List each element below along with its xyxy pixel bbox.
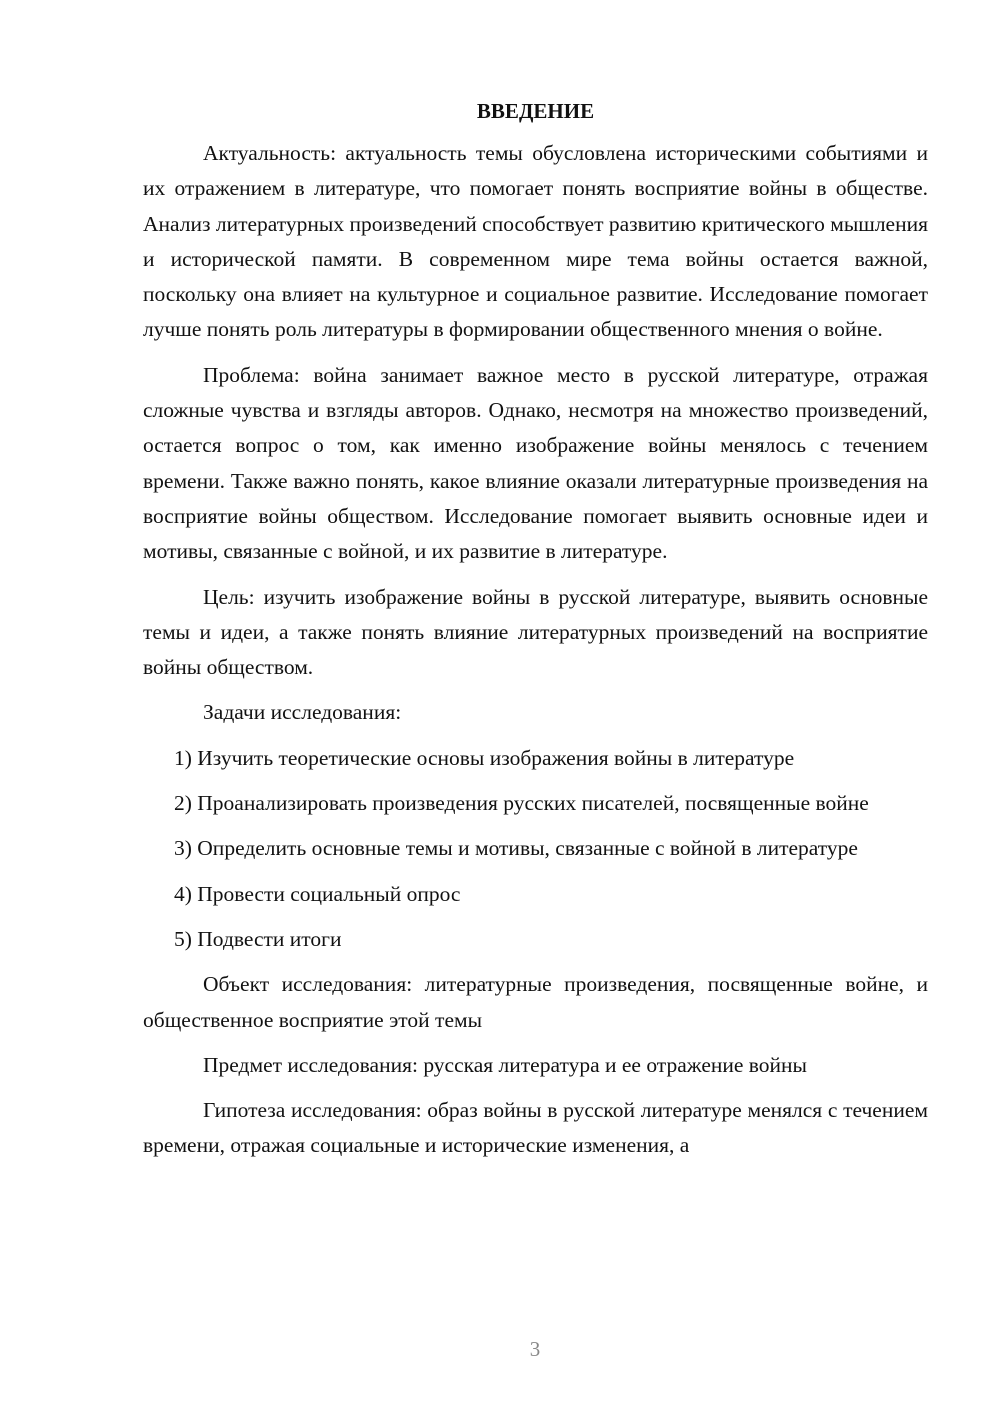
task-item-4: 4) Провести социальный опрос — [174, 881, 461, 906]
paragraph-hypothesis: Гипотеза исследования: образ войны в русской литературе менялся с течением времени, отражая социальные и исторические изменения, а — [143, 1098, 928, 1158]
section-title: ВВЕДЕНИЕ — [476, 99, 595, 123]
task-item-5: 5) Подвести итоги — [174, 926, 342, 951]
tasks-heading: Задачи исследования: — [203, 700, 402, 725]
paragraph-object: Объект исследования: литературные произведения, посвященные войне, и общественное восприятие этой темы — [143, 972, 928, 1032]
paragraph-subject: Предмет исследования: русская литература и ее отражение войны — [203, 1052, 808, 1077]
paragraph-problem: Проблема: война занимает важное место в русской литературе, отражая сложные чувства и взгляды авторов. Однако, несмотря на множество произведений, остается вопрос о том, как именно изображение войны менялось с течением времени. Также важно понять, какое влияние оказали литературные произведения на восприятие войны обществом. Исследование помогает выявить основные идеи и мотивы, связанные с войной, и их развитие в литературе. — [143, 362, 928, 564]
page-content — [143, 94, 928, 1174]
paragraph-goal: Цель: изучить изображение войны в русской литературе, выявить основные темы и идеи, а также понять влияние литературных произведений на восприятие войны обществом. — [143, 584, 928, 680]
paragraph-relevance: Актуальность: актуальность темы обусловлена историческими событиями и их отражением в литературе, что помогает понять восприятие войны в обществе. Анализ литературных произведений способствует развитию критического мышления и исторической памяти. В современном мире тема войны остается важной, поскольку она влияет на культурное и социальное развитие. Исследование помогает лучше понять роль литературы в формировании общественного мнения о войне. — [143, 141, 928, 342]
task-item-3: 3) Определить основные темы и мотивы, связанные с войной в литературе — [174, 836, 858, 861]
task-item-1: 1) Изучить теоретические основы изображения войны в литературе — [174, 745, 795, 770]
page-number: 3 — [529, 1337, 541, 1361]
task-item-2: 2) Проанализировать произведения русских писателей, посвященные войне — [174, 791, 869, 816]
